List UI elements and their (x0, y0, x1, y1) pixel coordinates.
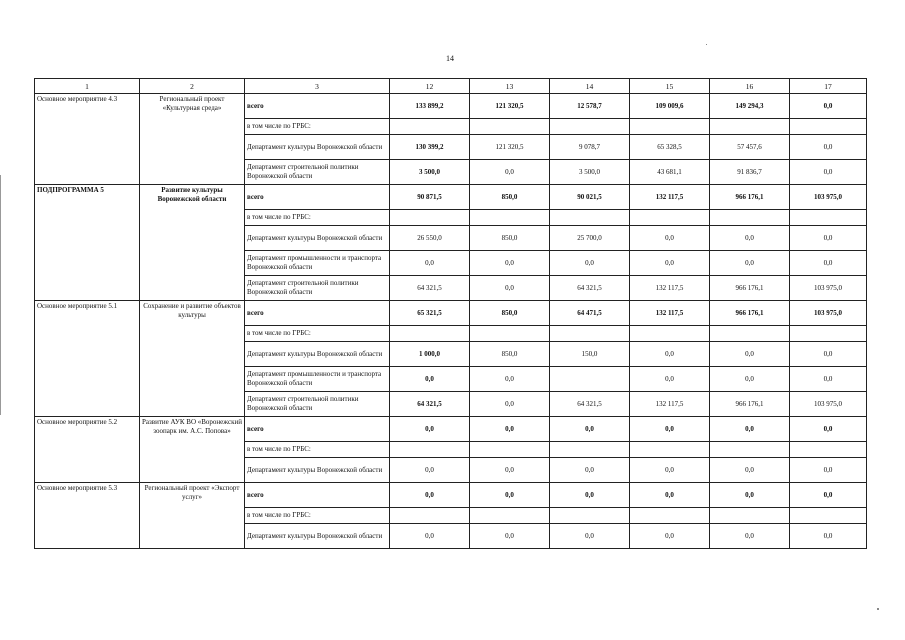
column-header: 2 (140, 79, 245, 94)
amount-cell: 26 550,0 (390, 226, 470, 251)
amount-cell: 103 975,0 (790, 301, 867, 326)
amount-cell: 0,0 (710, 342, 790, 367)
table-row (35, 417, 867, 442)
amount-cell (790, 442, 867, 458)
amount-cell: 132 117,5 (630, 276, 710, 301)
table-row (35, 301, 867, 326)
amount-cell (390, 508, 470, 524)
amount-cell (710, 442, 790, 458)
amount-cell: 57 457,6 (710, 135, 790, 160)
column-header: 14 (550, 79, 630, 94)
amount-cell: 109 009,6 (630, 94, 710, 119)
amount-cell: 0,0 (790, 524, 867, 549)
activity-code: Основное мероприятие 4.3 (35, 94, 140, 185)
amount-cell: 966 176,1 (710, 276, 790, 301)
funding-source-label: всего (245, 185, 390, 210)
activity-title: Региональный проект «Культурная среда» (140, 94, 245, 185)
amount-cell: 103 975,0 (790, 185, 867, 210)
funding-source-label: Департамент промышленности и транспорта Воронежской области (245, 367, 390, 392)
amount-cell: 0,0 (550, 251, 630, 276)
amount-cell: 25 700,0 (550, 226, 630, 251)
amount-cell (710, 508, 790, 524)
column-header: 3 (245, 79, 390, 94)
amount-cell: 966 176,1 (710, 185, 790, 210)
amount-cell: 0,0 (630, 251, 710, 276)
funding-source-label: всего (245, 301, 390, 326)
amount-cell (470, 210, 550, 226)
amount-cell: 0,0 (790, 135, 867, 160)
amount-cell: 0,0 (470, 251, 550, 276)
amount-cell: 91 836,7 (710, 160, 790, 185)
amount-cell: 149 294,3 (710, 94, 790, 119)
amount-cell: 0,0 (790, 458, 867, 483)
funding-source-label: всего (245, 417, 390, 442)
funding-source-label: Департамент строительной политики Воронежской области (245, 160, 390, 185)
funding-source-label: Департамент культуры Воронежской области (245, 226, 390, 251)
amount-cell: 966 176,1 (710, 301, 790, 326)
amount-cell: 3 500,0 (390, 160, 470, 185)
amount-cell: 132 117,5 (630, 392, 710, 417)
amount-cell (630, 210, 710, 226)
funding-source-label: в том числе по ГРБС: (245, 119, 390, 135)
column-header: 12 (390, 79, 470, 94)
amount-cell: 130 399,2 (390, 135, 470, 160)
amount-cell: 0,0 (790, 226, 867, 251)
amount-cell (390, 442, 470, 458)
amount-cell: 121 320,5 (470, 135, 550, 160)
amount-cell: 90 021,5 (550, 185, 630, 210)
amount-cell: 0,0 (470, 483, 550, 508)
amount-cell (790, 210, 867, 226)
amount-cell: 132 117,5 (630, 185, 710, 210)
funding-source-label: в том числе по ГРБС: (245, 508, 390, 524)
amount-cell (550, 119, 630, 135)
budget-table (34, 78, 867, 549)
amount-cell (550, 367, 630, 392)
amount-cell (390, 210, 470, 226)
funding-source-label: Департамент культуры Воронежской области (245, 135, 390, 160)
funding-source-label: Департамент строительной политики Воронежской области (245, 276, 390, 301)
amount-cell: 0,0 (470, 367, 550, 392)
amount-cell: 0,0 (390, 483, 470, 508)
amount-cell (550, 210, 630, 226)
amount-cell: 65 321,5 (390, 301, 470, 326)
amount-cell: 132 117,5 (630, 301, 710, 326)
scan-speck (877, 608, 879, 610)
amount-cell (710, 119, 790, 135)
amount-cell: 64 321,5 (550, 392, 630, 417)
amount-cell: 966 176,1 (710, 392, 790, 417)
column-header: 17 (790, 79, 867, 94)
activity-code: Основное мероприятие 5.2 (35, 417, 140, 483)
amount-cell (470, 326, 550, 342)
amount-cell: 0,0 (390, 367, 470, 392)
amount-cell: 0,0 (710, 524, 790, 549)
amount-cell: 90 871,5 (390, 185, 470, 210)
amount-cell (710, 326, 790, 342)
activity-code: Основное мероприятие 5.1 (35, 301, 140, 417)
amount-cell: 0,0 (470, 458, 550, 483)
amount-cell: 850,0 (470, 301, 550, 326)
funding-source-label: Департамент строительной политики Воронежской области (245, 392, 390, 417)
amount-cell (470, 508, 550, 524)
activity-title: Региональный проект «Экспорт услуг» (140, 483, 245, 549)
amount-cell: 0,0 (790, 342, 867, 367)
activity-code: Основное мероприятие 5.3 (35, 483, 140, 549)
amount-cell: 0,0 (710, 458, 790, 483)
activity-title: Развитие культуры Воронежской области (140, 185, 245, 301)
amount-cell (550, 326, 630, 342)
amount-cell (550, 442, 630, 458)
funding-source-label: всего (245, 483, 390, 508)
funding-source-label: Департамент промышленности и транспорта Воронежской области (245, 251, 390, 276)
amount-cell (550, 508, 630, 524)
funding-source-label: Департамент культуры Воронежской области (245, 458, 390, 483)
amount-cell: 9 078,7 (550, 135, 630, 160)
amount-cell (630, 508, 710, 524)
activity-title: Развитие АУК ВО «Воронежский зоопарк им. А.С. Попова» (140, 417, 245, 483)
funding-source-label: в том числе по ГРБС: (245, 326, 390, 342)
amount-cell: 0,0 (390, 417, 470, 442)
amount-cell: 850,0 (470, 185, 550, 210)
amount-cell (630, 442, 710, 458)
amount-cell: 0,0 (470, 524, 550, 549)
amount-cell: 0,0 (470, 160, 550, 185)
amount-cell: 0,0 (710, 226, 790, 251)
amount-cell: 0,0 (550, 417, 630, 442)
amount-cell: 0,0 (710, 367, 790, 392)
amount-cell: 150,0 (550, 342, 630, 367)
amount-cell (390, 326, 470, 342)
column-header: 16 (710, 79, 790, 94)
amount-cell: 12 578,7 (550, 94, 630, 119)
amount-cell: 121 320,5 (470, 94, 550, 119)
amount-cell: 1 000,0 (390, 342, 470, 367)
amount-cell: 0,0 (630, 417, 710, 442)
table-row (35, 185, 867, 210)
amount-cell: 103 975,0 (790, 276, 867, 301)
table-row (35, 94, 867, 119)
funding-source-label: Департамент культуры Воронежской области (245, 342, 390, 367)
amount-cell: 0,0 (630, 342, 710, 367)
column-header: 13 (470, 79, 550, 94)
amount-cell: 65 328,5 (630, 135, 710, 160)
table-row (35, 483, 867, 508)
amount-cell: 850,0 (470, 342, 550, 367)
amount-cell (790, 326, 867, 342)
amount-cell: 133 899,2 (390, 94, 470, 119)
funding-source-label: в том числе по ГРБС: (245, 210, 390, 226)
amount-cell: 0,0 (790, 160, 867, 185)
scan-speck (706, 44, 707, 45)
amount-cell: 0,0 (390, 251, 470, 276)
amount-cell: 0,0 (790, 367, 867, 392)
amount-cell: 0,0 (390, 458, 470, 483)
amount-cell: 0,0 (470, 276, 550, 301)
amount-cell: 0,0 (790, 417, 867, 442)
amount-cell: 0,0 (470, 417, 550, 442)
amount-cell: 0,0 (710, 251, 790, 276)
amount-cell (390, 119, 470, 135)
amount-cell (630, 326, 710, 342)
scan-edge-mark (0, 175, 1, 415)
amount-cell: 0,0 (550, 524, 630, 549)
amount-cell: 64 321,5 (390, 276, 470, 301)
amount-cell (710, 210, 790, 226)
amount-cell: 0,0 (790, 94, 867, 119)
amount-cell: 0,0 (790, 483, 867, 508)
funding-source-label: в том числе по ГРБС: (245, 442, 390, 458)
amount-cell: 0,0 (550, 458, 630, 483)
activity-code: ПОДПРОГРАММА 5 (35, 185, 140, 301)
amount-cell: 0,0 (470, 392, 550, 417)
amount-cell: 0,0 (550, 483, 630, 508)
amount-cell (470, 119, 550, 135)
amount-cell: 64 321,5 (550, 276, 630, 301)
amount-cell: 0,0 (630, 524, 710, 549)
column-header: 15 (630, 79, 710, 94)
activity-title: Сохранение и развитие объектов культуры (140, 301, 245, 417)
amount-cell: 0,0 (790, 251, 867, 276)
amount-cell (470, 442, 550, 458)
header-row (35, 79, 867, 94)
amount-cell (630, 119, 710, 135)
page-number: 14 (446, 54, 454, 63)
funding-source-label: Департамент культуры Воронежской области (245, 524, 390, 549)
amount-cell: 103 975,0 (790, 392, 867, 417)
amount-cell (790, 508, 867, 524)
amount-cell: 64 321,5 (390, 392, 470, 417)
amount-cell: 0,0 (630, 483, 710, 508)
amount-cell: 43 681,1 (630, 160, 710, 185)
amount-cell: 0,0 (390, 524, 470, 549)
amount-cell (790, 119, 867, 135)
amount-cell: 850,0 (470, 226, 550, 251)
amount-cell: 64 471,5 (550, 301, 630, 326)
amount-cell: 0,0 (710, 483, 790, 508)
amount-cell: 3 500,0 (550, 160, 630, 185)
amount-cell: 0,0 (630, 458, 710, 483)
amount-cell: 0,0 (630, 367, 710, 392)
column-header: 1 (35, 79, 140, 94)
amount-cell: 0,0 (630, 226, 710, 251)
funding-source-label: всего (245, 94, 390, 119)
amount-cell: 0,0 (710, 417, 790, 442)
